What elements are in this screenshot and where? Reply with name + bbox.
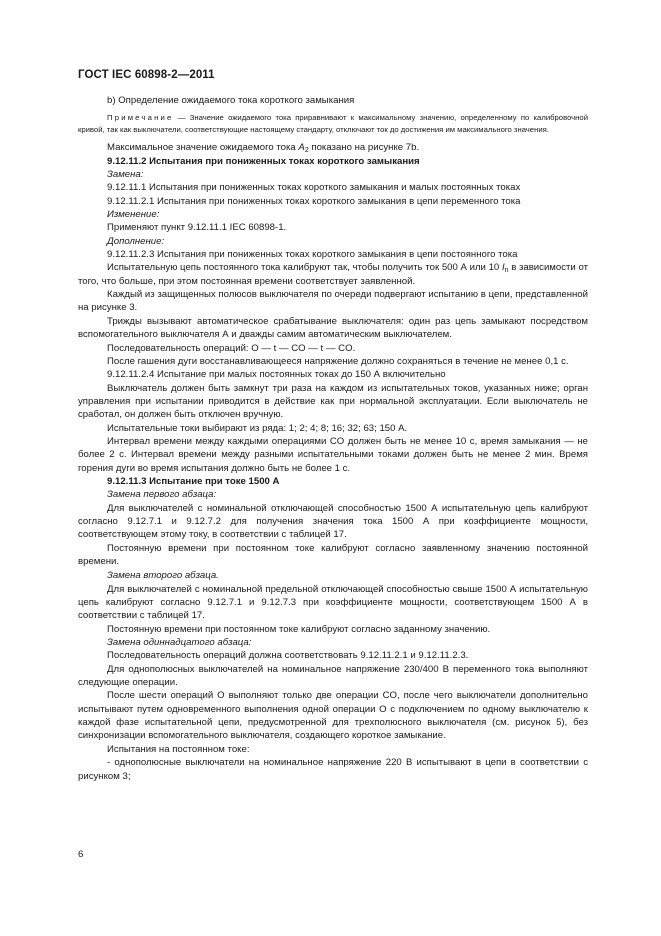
paragraph-dc-220: - однополюсные выключатели на номинальное напряжение 220 В испытывают в цепи в соответствии с рисунком 3;	[78, 757, 588, 782]
paragraph-thrice: Трижды вызывают автоматическое срабатывание выключателя: один раз цепь замыкают посредством вспомогательного выключателя А и дважды самим автоматическим выключателем.	[78, 315, 588, 341]
paragraph-time-constant-2: Постоянную времени при постоянном токе калибруют согласно заданному значению.	[107, 623, 491, 635]
math-sub: n	[504, 267, 509, 275]
page-header: ГОСТ IEC 60898-2—2011	[78, 69, 215, 81]
paragraph-9-12-11-1: 9.12.11.1 Испытания при пониженных токах короткого замыкания и малых постоянных токах	[107, 182, 521, 194]
paragraph-dc-tests: Испытания на постоянном токе:	[107, 743, 250, 755]
text-run: в зависимости от того, что больше, при этом постоянная времени соответствует заявленной.	[78, 262, 588, 287]
replacement-first-label: Замена первого абзаца:	[107, 489, 217, 501]
text-run: Испытательную цепь постоянного тока калибруют так, чтобы получить ток 500 А или 10	[107, 262, 502, 274]
replacement-second-label: Замена второго абзаца.	[107, 570, 219, 582]
section-heading-9-12-11-3: 9.12.11.3 Испытание при токе 1500 А	[107, 475, 280, 487]
paragraph-max-current	[78, 141, 588, 154]
paragraph-after-arc: После гашения дуги восстанавливающееся напряжение должно сохраняться в течение не менее 0,1 с.	[107, 355, 569, 367]
math-sub: 2	[304, 147, 309, 155]
paragraph-after-six: После шести операций О выполняют только две операции CO, после чего выключатели дополнительно испытывают путем одновременного выполнения одной операции О с подключением по одному выключателю к каждой фазе испытательной цепи, предусмотренной для трехполюсного выключателя (см. рисунок 5), без синхронизации вспомогательного выключателя, создающего короткое замыкание.	[78, 690, 588, 742]
paragraph-sequence-must: Последовательность операций должна соответствовать 9.12.11.2.1 и 9.12.11.2.3.	[107, 650, 469, 662]
paragraph-switch-closed: Выключатель должен быть замкнут три раза на каждом из испытательных токов, указанных ниже; орган управления при испытании приводится в действие как при нормальной эксплуатации. Если выключатель не сработал, он должен быть отключен вручную.	[78, 382, 588, 421]
paragraph-9-12-11-2-4: 9.12.11.2.4 Испытание при малых постоянных токах до 150 А включительно	[107, 369, 446, 381]
paragraph-test-currents: Испытательные токи выбирают из ряда: 1; 2; 4; 8; 16; 32; 63; 150 А.	[107, 422, 408, 434]
page-number: 6	[78, 849, 84, 860]
replacement-eleventh-label: Замена одиннадцатого абзаца:	[107, 637, 252, 649]
paragraph-single-pole: Для однополюсных выключателей на номинальное напряжение 230/400 В переменного тока выполняют следующие операции.	[78, 663, 588, 689]
paragraph-interval: Интервал времени между каждыми операциями CO должен быть не менее 10 с, время замыкания — не более 2 с. Интервал времени между разными испытательными токами должен быть не менее 2 мин. Время горения дуги во время испытания должно быть не более 1 с.	[78, 435, 588, 474]
note-label: Примечание	[107, 113, 174, 123]
paragraph-time-constant: Постоянную времени при постоянном токе калибруют согласно заявленному значению постоянной времени.	[78, 542, 588, 567]
text-run: Максимальное значение ожидаемого тока	[107, 142, 299, 154]
paragraph-each-pole: Каждый из защищенных полюсов выключателя по очереди подвергают испытанию в цепи, представленной на рисунке 3.	[78, 289, 588, 314]
paragraph-sequence: Последовательность операций: О — t — CO — t — CO.	[107, 342, 356, 354]
note	[78, 112, 588, 135]
paragraph-calibration	[78, 261, 588, 288]
paragraph-9-12-11-2-3: 9.12.11.2.3 Испытания при пониженных токах короткого замыкания в цепи постоянного тока	[107, 249, 518, 261]
math-var: I	[501, 262, 505, 274]
note-text: — Значение ожидаемого тока приравнивают к максимальному значению, определенному по калибровочной кривой, так как выключатели, соответствующие настоящему стандарту, отключают ток до достижения им максимального значения.	[78, 113, 588, 134]
section-heading-9-12-11-2: 9.12.11.2 Испытания при пониженных токах короткого замыкания	[107, 155, 420, 167]
page-content	[78, 94, 588, 783]
addition-label: Дополнение:	[107, 235, 165, 247]
paragraph-over-1500: Для выключателей с номинальной предельной отключающей способностью свыше 1500 А испытательную цепь калибруют согласно 9.12.7.1 и 9.12.7.3 при коэффициенте мощности, соответствующем 1500 А в соответствии с таблицей 17.	[78, 583, 588, 622]
paragraph-for-1500: Для выключателей с номинальной отключающей способностью 1500 А испытательную цепь калибруют согласно 9.12.7.1 и 9.12.7.2 для получения значения тока 1500 А при коэффициенте мощности, соответствующем этому току, в соответствии с таблицей 17.	[78, 502, 588, 541]
change-label: Изменение:	[107, 209, 160, 221]
replacement-label: Замена:	[107, 169, 144, 181]
text-run: показано на рисунке 7b.	[308, 142, 420, 154]
math-var: A	[298, 142, 305, 154]
paragraph-9-12-11-2-1: 9.12.11.2.1 Испытания при пониженных токах короткого замыкания в цепи переменного тока	[107, 195, 521, 207]
paragraph-apply: Применяют пункт 9.12.11.1 IEC 60898-1.	[107, 222, 287, 234]
subheading-b: b) Определение ожидаемого тока короткого замыкания	[107, 95, 355, 106]
